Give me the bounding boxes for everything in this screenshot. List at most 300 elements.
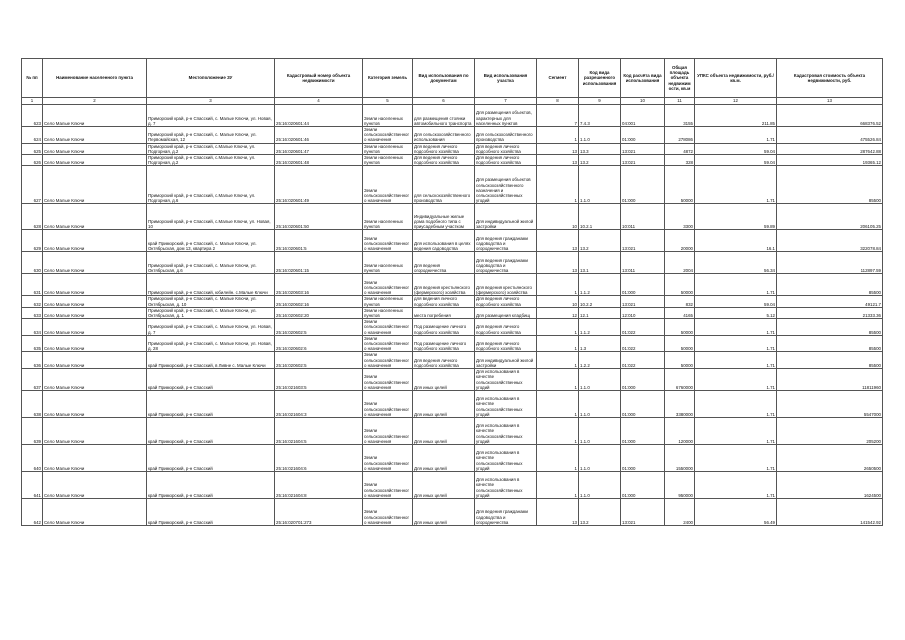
- code-vri-cell: 13.2: [579, 499, 621, 526]
- land-use-cell: Для использования в качестве сельскохозяйственных угодий: [475, 369, 537, 391]
- code-vri-cell: 13.1: [579, 252, 621, 274]
- land-use-cell: Для ведения личного подсобного хозяйства: [475, 143, 537, 154]
- column-header: УПКС объекта недвижимости, руб./кв.м.: [695, 59, 777, 98]
- settlement-cell: Село Малые Ключи: [43, 499, 147, 526]
- table-row: [22, 307, 883, 318]
- code-calc-cell: 01:000: [621, 418, 665, 445]
- area-cell: 6760000: [665, 369, 695, 391]
- code-calc-cell: 01:022: [621, 352, 665, 369]
- row-number: 633: [22, 307, 43, 318]
- cadastral-cost-cell: 141542.92: [777, 499, 883, 526]
- upks-cell: 1.71: [695, 352, 777, 369]
- cadastral-cost-cell: 85500: [777, 166, 883, 204]
- land-use-cell: Для ведения гражданами садоводства и огородничества: [475, 252, 537, 274]
- land-use-cell: Для ведения личного подсобного хозяйства: [475, 296, 537, 307]
- area-cell: 1550000: [665, 445, 695, 472]
- code-vri-cell: 1.1.0: [579, 445, 621, 472]
- area-cell: 3300: [665, 204, 695, 230]
- segment-cell: 1: [537, 127, 579, 144]
- area-cell: 3155: [665, 105, 695, 127]
- upks-cell: 1.71: [695, 445, 777, 472]
- cadastral-number-cell: 25:16:020603:16: [275, 274, 363, 296]
- row-number: 625: [22, 143, 43, 154]
- table-row: [22, 105, 883, 127]
- cadastral-number-cell: 25:16:020601:15: [275, 252, 363, 274]
- area-cell: 50000: [665, 319, 695, 336]
- land-category-cell: Земли сельскохозяйственного назначения: [363, 369, 413, 391]
- row-number: 636: [22, 352, 43, 369]
- area-cell: 2400: [665, 499, 695, 526]
- cadastral-cost-cell: 668376.52: [777, 105, 883, 127]
- table-row: [22, 230, 883, 252]
- table-row: [22, 204, 883, 230]
- code-vri-cell: 1.1.0: [579, 166, 621, 204]
- land-category-cell: Земли населенных пунктов: [363, 204, 413, 230]
- cadastral-number-cell: 25:16:020601:48: [275, 155, 363, 166]
- segment-cell: 13: [537, 499, 579, 526]
- column-number: 2: [43, 98, 147, 105]
- land-category-cell: Земли населенных пунктов: [363, 155, 413, 166]
- code-calc-cell: 13:021: [621, 230, 665, 252]
- settlement-cell: Село Малые Ключи: [43, 274, 147, 296]
- land-category-cell: Земли сельскохозяйственного назначения: [363, 391, 413, 418]
- table-row: [22, 352, 883, 369]
- table-row: [22, 166, 883, 204]
- row-number: 630: [22, 252, 43, 274]
- location-cell: край Приморский, р-н Спасский: [147, 499, 275, 526]
- land-use-cell: Для размещения кладбищ: [475, 307, 537, 318]
- segment-cell: 1: [537, 445, 579, 472]
- location-cell: Приморский край, р-н Спасский, с. Малые Ключи, ул. Октябрьская, д. 10: [147, 296, 275, 307]
- land-use-cell: Для ведения гражданами садоводства и огородничества: [475, 230, 537, 252]
- table-row: [22, 369, 883, 391]
- area-cell: 50000: [665, 274, 695, 296]
- land-category-cell: Земли сельскохозяйственного назначения: [363, 274, 413, 296]
- settlement-cell: Село Малые Ключи: [43, 352, 147, 369]
- land-category-cell: Земли сельскохозяйственного назначения: [363, 335, 413, 352]
- location-cell: Приморский край, р-н Спасский, с.Малые Ключи, ул. Подгорная, д.2: [147, 155, 275, 166]
- document-use-cell: Для иных целей: [413, 369, 475, 391]
- document-use-cell: Для сельскохозяйственного использования: [413, 127, 475, 144]
- cadastral-cost-cell: 1624500: [777, 472, 883, 499]
- document-use-cell: Для ведения огородничества: [413, 252, 475, 274]
- upks-cell: 56.34: [695, 252, 777, 274]
- column-number: 10: [621, 98, 665, 105]
- code-vri-cell: 13.2: [579, 230, 621, 252]
- settlement-cell: Село Малые Ключи: [43, 418, 147, 445]
- upks-cell: 1.71: [695, 472, 777, 499]
- document-use-cell: Для иных целей: [413, 499, 475, 526]
- land-category-cell: Земли сельскохозяйственного назначения: [363, 499, 413, 526]
- table-row: [22, 274, 883, 296]
- column-number-row: [22, 98, 883, 105]
- settlement-cell: Село Малые Ключи: [43, 391, 147, 418]
- code-calc-cell: 01:000: [621, 127, 665, 144]
- row-number: 634: [22, 319, 43, 336]
- code-calc-cell: 01:000: [621, 391, 665, 418]
- column-number: 11: [665, 98, 695, 105]
- location-cell: Приморский край, р-н Спасский, с. Малые Ключи, ул. Октябрьская, д. 1: [147, 307, 275, 318]
- location-cell: Приморский край, р-н Спасский, юбилейн. с.Малые Ключи: [147, 274, 275, 296]
- cadastral-number-cell: 25:16:020601:49: [275, 166, 363, 204]
- cadastral-cost-cell: 85500: [777, 352, 883, 369]
- document-use-cell: Для ведения личного подсобного хозяйства: [413, 143, 475, 154]
- upks-cell: 1.71: [695, 335, 777, 352]
- settlement-cell: Село Малые Ключи: [43, 472, 147, 499]
- column-number: 5: [363, 98, 413, 105]
- land-category-cell: Земли сельскохозяйственного назначения: [363, 319, 413, 336]
- row-number: 627: [22, 166, 43, 204]
- upks-cell: 16.1: [695, 230, 777, 252]
- cadastral-number-cell: 25:16:020601:5: [275, 230, 363, 252]
- cadastral-number-cell: 25:16:020602:5: [275, 319, 363, 336]
- area-cell: 50000: [665, 166, 695, 204]
- row-number: 624: [22, 127, 43, 144]
- upks-cell: 1.71: [695, 319, 777, 336]
- code-calc-cell: 04:001: [621, 105, 665, 127]
- row-number: 632: [22, 296, 43, 307]
- land-category-cell: Земли сельскохозяйственного назначения: [363, 166, 413, 204]
- cadastral-number-cell: 25:16:020601:46: [275, 127, 363, 144]
- cadastral-number-cell: 25:16:020601:47: [275, 143, 363, 154]
- location-cell: Приморский край, р-н Спасский, с. Малые Ключи, ул. Новая, д. 7: [147, 105, 275, 127]
- table-row: [22, 296, 883, 307]
- table-row: [22, 252, 883, 274]
- cadastral-number-cell: 25:16:020602:20: [275, 307, 363, 318]
- upks-cell: 1.71: [695, 418, 777, 445]
- settlement-cell: Село Малые Ключи: [43, 307, 147, 318]
- cadastral-cost-cell: 205200: [777, 418, 883, 445]
- segment-cell: 13: [537, 155, 579, 166]
- land-use-cell: Для индивидуальной жилой застройки: [475, 352, 537, 369]
- code-calc-cell: 01:022: [621, 319, 665, 336]
- area-cell: 120000: [665, 418, 695, 445]
- area-cell: 4165: [665, 307, 695, 318]
- upks-cell: 1.71: [695, 369, 777, 391]
- upks-cell: 1.71: [695, 274, 777, 296]
- cadastral-cost-cell: 19365.12: [777, 155, 883, 166]
- segment-cell: 7: [537, 105, 579, 127]
- settlement-cell: Село Малые Ключи: [43, 204, 147, 230]
- land-category-cell: Земли сельскохозяйственного назначения: [363, 352, 413, 369]
- location-cell: край Приморский, р-н Спасский: [147, 391, 275, 418]
- code-calc-cell: 13:011: [621, 252, 665, 274]
- cadastral-table: [21, 58, 883, 526]
- cadastral-number-cell: 25:16:021604:3: [275, 391, 363, 418]
- segment-cell: 1: [537, 335, 579, 352]
- land-use-cell: Для индивидуальной жилой застройки: [475, 204, 537, 230]
- column-number: 3: [147, 98, 275, 105]
- code-calc-cell: 01:000: [621, 166, 665, 204]
- area-cell: 50000: [665, 335, 695, 352]
- column-number: 4: [275, 98, 363, 105]
- upks-cell: 59.04: [695, 296, 777, 307]
- code-vri-cell: 1.1.2: [579, 274, 621, 296]
- document-use-cell: Под размещение личного подсобного хозяйства: [413, 335, 475, 352]
- cadastral-number-cell: 25:16:021603:5: [275, 369, 363, 391]
- segment-cell: 10: [537, 204, 579, 230]
- cadastral-number-cell: 25:16:020602:5: [275, 352, 363, 369]
- upks-cell: 59.89: [695, 204, 777, 230]
- code-vri-cell: 1.3: [579, 335, 621, 352]
- table-row: [22, 335, 883, 352]
- location-cell: край Приморский, р-н Спасский, в Ливне с. Малые Ключи: [147, 352, 275, 369]
- table-row: [22, 499, 883, 526]
- document-use-cell: для размещения стоянки автомобильного транспорта: [413, 105, 475, 127]
- table-row: [22, 143, 883, 154]
- area-cell: 950000: [665, 472, 695, 499]
- column-header: Категория земель: [363, 59, 413, 98]
- code-vri-cell: 1.2.2: [579, 352, 621, 369]
- settlement-cell: Село Малые Ключи: [43, 319, 147, 336]
- document-use-cell: для ведения личного подсобного хозяйства: [413, 296, 475, 307]
- settlement-cell: Село Малые Ключи: [43, 127, 147, 144]
- cadastral-number-cell: 25:16:020602:16: [275, 296, 363, 307]
- area-cell: 50000: [665, 352, 695, 369]
- land-category-cell: Земли сельскохозяйственного назначения: [363, 127, 413, 144]
- settlement-cell: Село Малые Ключи: [43, 369, 147, 391]
- upks-cell: 1.71: [695, 166, 777, 204]
- column-number: 8: [537, 98, 579, 105]
- location-cell: Приморский край, р-н Спасский, с. Малые Ключи, ул. Новая, д. 7: [147, 319, 275, 336]
- row-number: 623: [22, 105, 43, 127]
- document-use-cell: Для иных целей: [413, 391, 475, 418]
- cadastral-cost-cell: 206105.25: [777, 204, 883, 230]
- land-category-cell: Земли населенных пунктов: [363, 296, 413, 307]
- location-cell: край Приморский, р-н Спасский: [147, 472, 275, 499]
- upks-cell: 59.04: [695, 155, 777, 166]
- code-vri-cell: 1.1.0: [579, 418, 621, 445]
- document-use-cell: Для ведения личного подсобного хозяйства: [413, 155, 475, 166]
- table-row: [22, 319, 883, 336]
- document-use-cell: Для иных целей: [413, 472, 475, 499]
- area-cell: 2004: [665, 252, 695, 274]
- area-cell: 4872: [665, 143, 695, 154]
- column-number: 1: [22, 98, 43, 105]
- document-use-cell: Под размещение личного подсобного хозяйства: [413, 319, 475, 336]
- code-calc-cell: 01:000: [621, 369, 665, 391]
- table-row: [22, 127, 883, 144]
- code-vri-cell: 1.1.0: [579, 472, 621, 499]
- column-header: № пп: [22, 59, 43, 98]
- settlement-cell: Село Малые Ключи: [43, 155, 147, 166]
- row-number: 639: [22, 418, 43, 445]
- settlement-cell: Село Малые Ключи: [43, 296, 147, 307]
- segment-cell: 13: [537, 252, 579, 274]
- column-header: Вид использования участка: [475, 59, 537, 98]
- document-use-cell: Индивидуальные жилые дома подобного типа с приусадебным участком: [413, 204, 475, 230]
- land-use-cell: Для ведения личного подсобного хозяйства: [475, 335, 537, 352]
- upks-cell: 56.49: [695, 499, 777, 526]
- land-category-cell: Земли сельскохозяйственного назначения: [363, 445, 413, 472]
- settlement-cell: Село Малые Ключи: [43, 335, 147, 352]
- column-header: Общая площадь объекта недвижим ости, кв.м: [665, 59, 695, 98]
- code-vri-cell: 7.4.3: [579, 105, 621, 127]
- code-calc-cell: 13:021: [621, 499, 665, 526]
- cadastral-cost-cell: 11811960: [777, 369, 883, 391]
- land-use-cell: Для использования в качестве сельскохозяйственных угодий: [475, 391, 537, 418]
- code-vri-cell: 13.2: [579, 155, 621, 166]
- land-use-cell: Для размещения объектов сельскохозяйственного назначения и сельскохозяйственных угодий: [475, 166, 537, 204]
- upks-cell: 59.04: [695, 143, 777, 154]
- document-use-cell: для сельскохозяйственного производства: [413, 166, 475, 204]
- code-calc-cell: 01:000: [621, 274, 665, 296]
- cadastral-cost-cell: 85500: [777, 335, 883, 352]
- land-category-cell: Земли населенных пунктов: [363, 143, 413, 154]
- segment-cell: 13: [537, 230, 579, 252]
- header-row: [22, 59, 883, 98]
- code-vri-cell: 1.1.0: [579, 391, 621, 418]
- location-cell: Приморский край, р-н Спасский, с.Малые Ключи, ул. Новая, 10: [147, 204, 275, 230]
- location-cell: Приморский край, р-н Спасский, с.Малые Ключи, ул. Подгорная, д.2: [147, 143, 275, 154]
- location-cell: край Приморский, р-н Спасский: [147, 369, 275, 391]
- code-calc-cell: 13:021: [621, 143, 665, 154]
- area-cell: 832: [665, 296, 695, 307]
- code-calc-cell: 13:021: [621, 296, 665, 307]
- cadastral-number-cell: 25:16:021604:8: [275, 472, 363, 499]
- code-calc-cell: 01:000: [621, 445, 665, 472]
- row-number: 629: [22, 230, 43, 252]
- code-calc-cell: 13:021: [621, 155, 665, 166]
- document-use-cell: Для иных целей: [413, 418, 475, 445]
- land-use-cell: Для ведения личного подсобного хозяйства: [475, 155, 537, 166]
- document-use-cell: Для иных целей: [413, 445, 475, 472]
- cadastral-number-cell: 25:16:020601:50: [275, 204, 363, 230]
- land-category-cell: Земли населенных пунктов: [363, 252, 413, 274]
- cadastral-number-cell: 25:16:020602:6: [275, 335, 363, 352]
- segment-cell: 1: [537, 274, 579, 296]
- column-header: Код вида разрешенного использования: [579, 59, 621, 98]
- segment-cell: 1: [537, 166, 579, 204]
- row-number: 642: [22, 499, 43, 526]
- segment-cell: 13: [537, 143, 579, 154]
- row-number: 626: [22, 155, 43, 166]
- code-calc-cell: 01:000: [621, 472, 665, 499]
- settlement-cell: Село Малые Ключи: [43, 252, 147, 274]
- land-use-cell: Для размещения объектов, характерных для населенных пунктов: [475, 105, 537, 127]
- code-vri-cell: 1.1.0: [579, 127, 621, 144]
- location-cell: Приморский край, р-н Спасский, с. Малые Ключи, ул. Новая, д. 28: [147, 335, 275, 352]
- segment-cell: 1: [537, 352, 579, 369]
- code-vri-cell: 1.1.2: [579, 319, 621, 336]
- column-header: Кадастровый номер объекта недвижимости: [275, 59, 363, 98]
- column-header: Сегмент: [537, 59, 579, 98]
- upks-cell: 1.71: [695, 391, 777, 418]
- code-calc-cell: 10:011: [621, 204, 665, 230]
- column-number: 9: [579, 98, 621, 105]
- area-cell: 20000: [665, 230, 695, 252]
- segment-cell: 1: [537, 418, 579, 445]
- table-row: [22, 391, 883, 418]
- column-header: Местоположение ЗУ: [147, 59, 275, 98]
- column-header: Код расчёта вида использования: [621, 59, 665, 98]
- settlement-cell: Село Малые Ключи: [43, 445, 147, 472]
- row-number: 631: [22, 274, 43, 296]
- code-calc-cell: 12:010: [621, 307, 665, 318]
- segment-cell: 1: [537, 369, 579, 391]
- column-number: 13: [777, 98, 883, 105]
- code-vri-cell: 1.1.0: [579, 369, 621, 391]
- land-use-cell: Для ведения личного подсобного хозяйства: [475, 319, 537, 336]
- upks-cell: 1.71: [695, 127, 777, 144]
- land-use-cell: Для использования в качестве сельскохозяйственных угодий: [475, 472, 537, 499]
- document-use-cell: Для использования в целях ведения садоводства: [413, 230, 475, 252]
- code-vri-cell: 10.2.2: [579, 296, 621, 307]
- segment-cell: 1: [537, 472, 579, 499]
- land-use-cell: Для использования в качестве сельскохозяйственных угодий: [475, 418, 537, 445]
- cadastral-number-cell: 25:16:021604:5: [275, 418, 363, 445]
- code-calc-cell: 01:022: [621, 335, 665, 352]
- cadastral-number-cell: 25:16:021604:6: [275, 445, 363, 472]
- location-cell: Приморский край, р-н Спасский, с.Малые Ключи, ул. Подгорная, д.6: [147, 166, 275, 204]
- cadastral-cost-cell: 112897.59: [777, 252, 883, 274]
- document-use-cell: Для ведения личного подсобного хозяйства: [413, 352, 475, 369]
- segment-cell: 1: [537, 391, 579, 418]
- column-header: Кадастровая стоимость объекта недвижимости, руб.: [777, 59, 883, 98]
- cadastral-cost-cell: 475526.84: [777, 127, 883, 144]
- row-number: 640: [22, 445, 43, 472]
- location-cell: Приморский край, р-н Спасский, с. Малые Ключи, ул. Октябрьская, д.6: [147, 252, 275, 274]
- area-cell: 278086: [665, 127, 695, 144]
- settlement-cell: Село Малые Ключи: [43, 166, 147, 204]
- code-vri-cell: 12.1: [579, 307, 621, 318]
- land-use-cell: Для сельскохозяйственного производства: [475, 127, 537, 144]
- upks-cell: 211.85: [695, 105, 777, 127]
- table-row: [22, 418, 883, 445]
- settlement-cell: Село Малые Ключи: [43, 143, 147, 154]
- column-number: 6: [413, 98, 475, 105]
- cadastral-cost-cell: 5547000: [777, 391, 883, 418]
- upks-cell: 5.12: [695, 307, 777, 318]
- cadastral-cost-cell: 21333.36: [777, 307, 883, 318]
- area-cell: 3380000: [665, 391, 695, 418]
- cadastral-cost-cell: 85500: [777, 274, 883, 296]
- row-number: 635: [22, 335, 43, 352]
- cadastral-cost-cell: 322078.84: [777, 230, 883, 252]
- cadastral-cost-cell: 287642.88: [777, 143, 883, 154]
- code-vri-cell: 10.2.1: [579, 204, 621, 230]
- document-use-cell: места погребения: [413, 307, 475, 318]
- land-category-cell: Земли сельскохозяйственного назначения: [363, 230, 413, 252]
- settlement-cell: Село Малые Ключи: [43, 105, 147, 127]
- location-cell: Приморский край, р-н Спасский, с. Малые Ключи, ул. Первомайская, 12: [147, 127, 275, 144]
- code-vri-cell: 13.3: [579, 143, 621, 154]
- table-row: [22, 472, 883, 499]
- segment-cell: 12: [537, 307, 579, 318]
- segment-cell: 10: [537, 296, 579, 307]
- table-row: [22, 155, 883, 166]
- column-number: 12: [695, 98, 777, 105]
- land-use-cell: Для ведения гражданами садоводства и огородничества: [475, 499, 537, 526]
- column-header: Наименование населенного пункта: [43, 59, 147, 98]
- location-cell: край Приморский, р-н Спасский: [147, 418, 275, 445]
- land-category-cell: Земли населенных пунктов: [363, 105, 413, 127]
- column-number: 7: [475, 98, 537, 105]
- row-number: 628: [22, 204, 43, 230]
- table-row: [22, 445, 883, 472]
- land-category-cell: Земли населенных пунктов: [363, 307, 413, 318]
- column-header: Вид использования по документам: [413, 59, 475, 98]
- table-body: [22, 105, 883, 526]
- land-category-cell: Земли сельскохозяйственного назначения: [363, 418, 413, 445]
- segment-cell: 1: [537, 319, 579, 336]
- row-number: 637: [22, 369, 43, 391]
- land-use-cell: Для использования в качестве сельскохозяйственных угодий: [475, 445, 537, 472]
- cadastral-cost-cell: 49121.7: [777, 296, 883, 307]
- location-cell: край Приморский, р-н Спасский: [147, 445, 275, 472]
- location-cell: край Приморский, р-н Спасский, с. Малые Ключи, ул. Октябрьская, дом 13, квартира 2: [147, 230, 275, 252]
- land-category-cell: Земли сельскохозяйственного назначения: [363, 472, 413, 499]
